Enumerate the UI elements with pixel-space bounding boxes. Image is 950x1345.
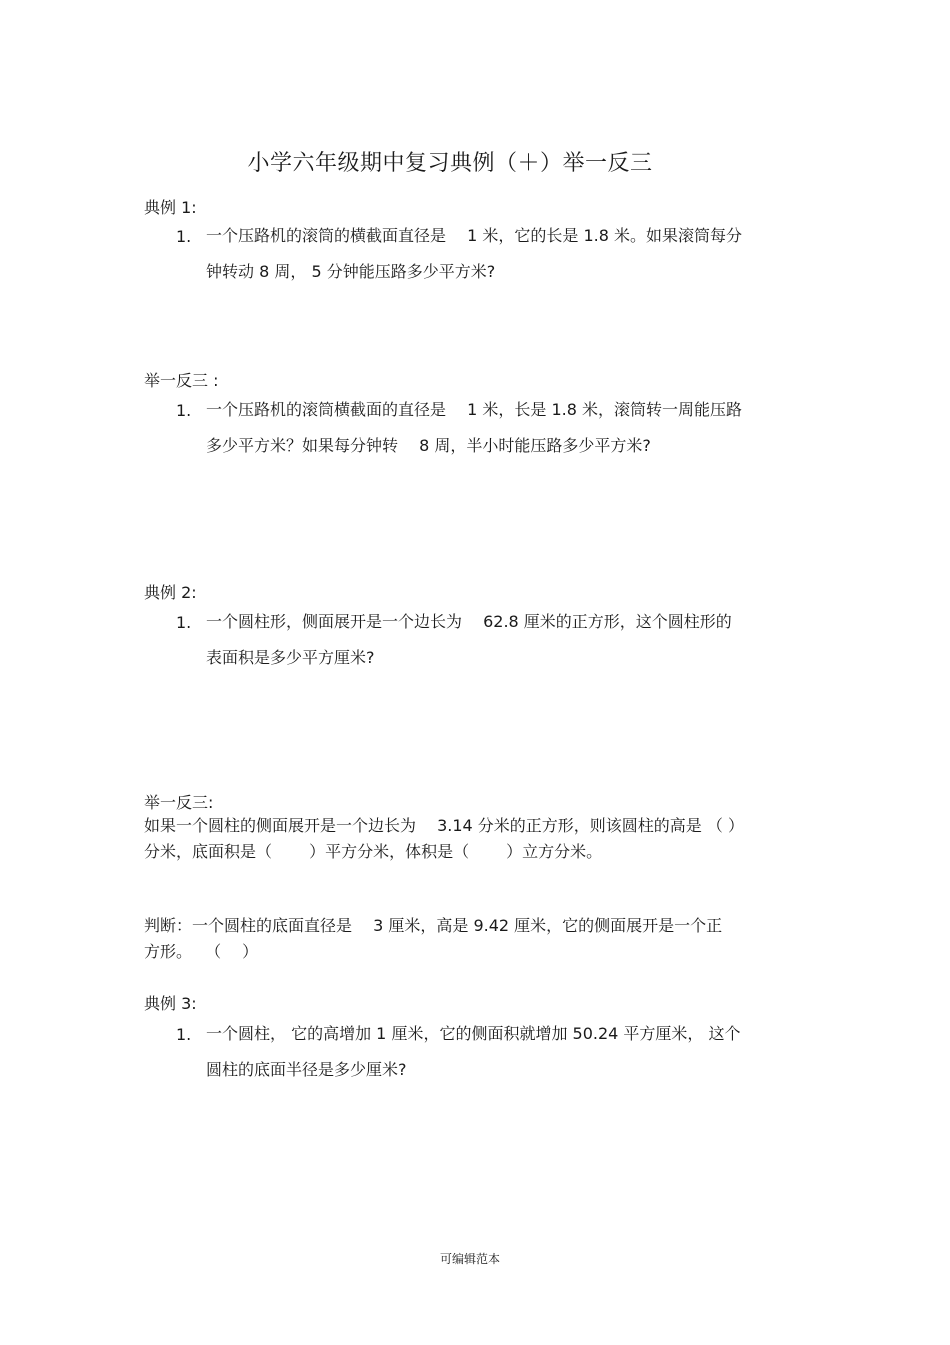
question-line: 一个压路机的滚筒的横截面直径是 1 米，它的长是 1.8 米。如果滚筒每分	[206, 226, 742, 245]
page-title: 小学六年级期中复习典例（＋）举一反三	[247, 151, 653, 176]
question-line: 一个圆柱， 它的高增加 1 厘米，它的侧面积就增加 50.24 平方厘米， 这个	[206, 1024, 741, 1043]
question-line: 如果一个圆柱的侧面展开是一个边长为 3.14 分米的正方形，则该圆柱的高是 （ ）	[144, 816, 744, 835]
practice-1-question	[176, 392, 816, 464]
question-line: 方形。 （ ）	[144, 942, 259, 961]
question-number: 1.	[176, 1025, 192, 1044]
example-2-question	[176, 604, 816, 676]
question-line: 表面积是多少平方厘米?	[206, 648, 375, 667]
practice-2-label: 举一反三:	[144, 793, 214, 812]
question-line: 一个压路机的滚筒横截面的直径是 1 米，长是 1.8 米，滚筒转一周能压路	[206, 400, 742, 419]
question-line: 判断：一个圆柱的底面直径是 3 厘米，高是 9.42 厘米，它的侧面展开是一个正	[144, 916, 723, 935]
example-1-question	[176, 218, 816, 290]
example-3-label: 典例 3:	[144, 994, 197, 1013]
question-line: 分米，底面积是（ ）平方分米，体积是（ ）立方分米。	[144, 842, 603, 861]
question-line: 一个圆柱形，侧面展开是一个边长为 62.8 厘米的正方形，这个圆柱形的	[206, 612, 732, 631]
page-footer: 可编辑范本	[439, 1252, 500, 1266]
example-1-label: 典例 1:	[144, 198, 197, 217]
question-number: 1.	[176, 613, 192, 632]
question-number: 1.	[176, 401, 192, 420]
judgement-question	[144, 913, 824, 965]
question-line: 圆柱的底面半径是多少厘米?	[206, 1060, 407, 1079]
question-line: 钟转动 8 周， 5 分钟能压路多少平方米?	[206, 262, 496, 281]
practice-2-question	[144, 813, 824, 865]
example-3-question	[176, 1016, 816, 1088]
question-number: 1.	[176, 227, 192, 246]
question-line: 多少平方米？如果每分钟转 8 周，半小时能压路多少平方米?	[206, 436, 651, 455]
practice-1-label: 举一反三 :	[144, 371, 219, 390]
example-2-label: 典例 2:	[144, 583, 197, 602]
